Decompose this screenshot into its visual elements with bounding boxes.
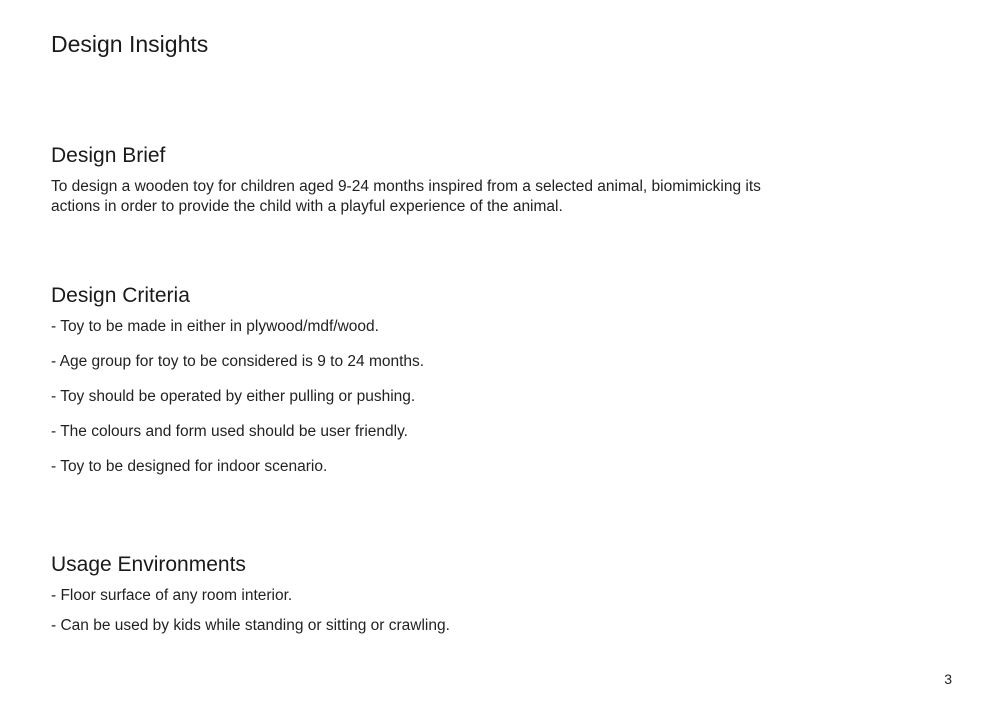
criteria-item-operation: - Toy should be operated by either pulling or pushing. <box>51 388 416 405</box>
criteria-item-indoor: - Toy to be designed for indoor scenario. <box>51 458 328 475</box>
usage-item-kids-positions: - Can be used by kids while standing or sitting or crawling. <box>51 617 450 634</box>
criteria-item-colours-form: - The colours and form used should be user friendly. <box>51 423 408 440</box>
usage-environments-heading: Usage Environments <box>51 553 246 576</box>
design-criteria-heading: Design Criteria <box>51 284 190 307</box>
page-number: 3 <box>944 671 952 687</box>
design-brief-text: To design a wooden toy for children aged 9-24 months inspired from a selected animal, biomimicking its actions in order to provide the child with a playful experience of the animal. <box>51 178 761 215</box>
usage-environments-list <box>51 586 450 646</box>
page-title: Design Insights <box>51 31 209 57</box>
design-brief-heading: Design Brief <box>51 144 166 167</box>
criteria-item-age-group: - Age group for toy to be considered is 9 to 24 months. <box>51 353 425 370</box>
criteria-item-material: - Toy to be made in either in plywood/mdf/wood. <box>51 318 379 335</box>
usage-item-floor-surface: - Floor surface of any room interior. <box>51 587 293 604</box>
design-criteria-list <box>51 317 424 492</box>
